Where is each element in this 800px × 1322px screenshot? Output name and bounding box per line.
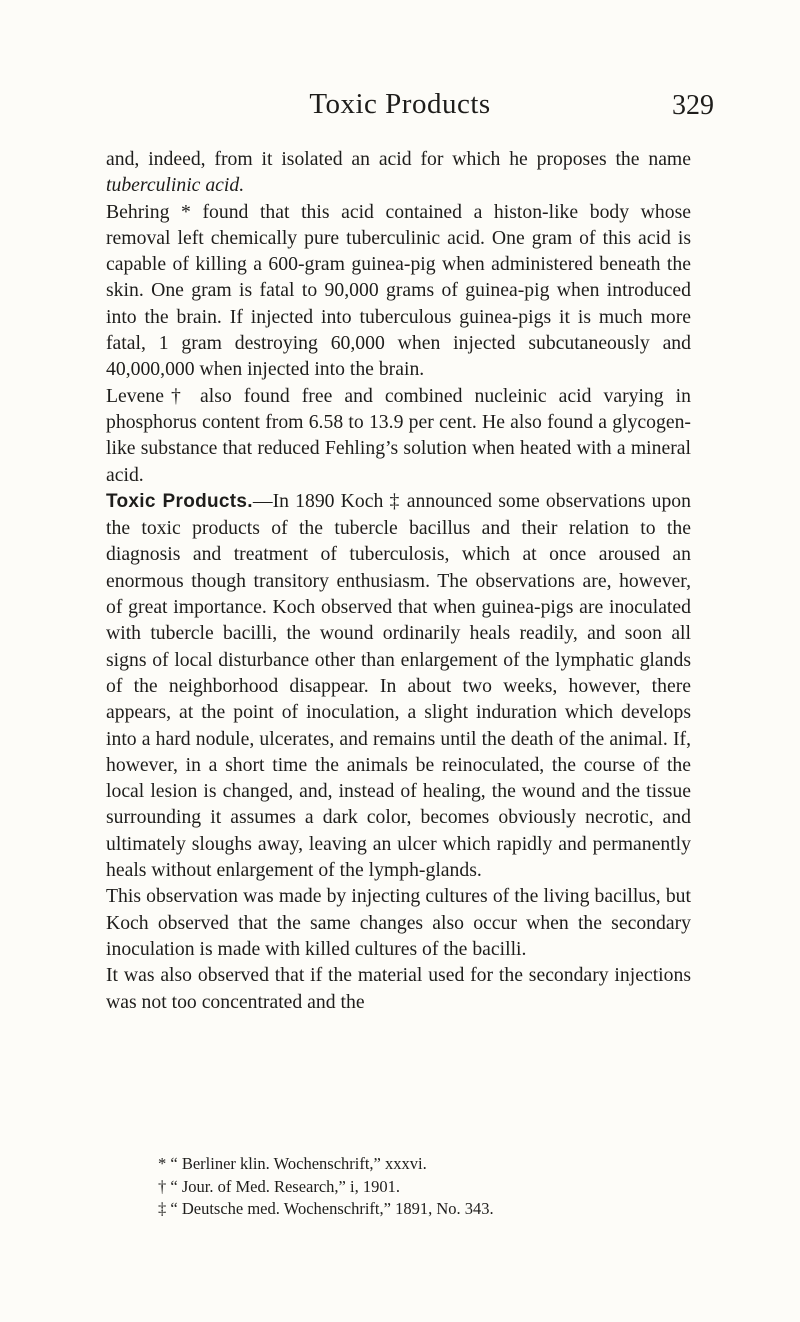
- body-text: [106, 146, 691, 1015]
- footnote: † “ Jour. of Med. Research,” i, 1901.: [158, 1176, 400, 1196]
- footnotes: [158, 1153, 698, 1221]
- paragraph-toxic-products: [106, 488, 691, 883]
- paragraph-text: —In 1890 Koch ‡ announced some observations upon the toxic products of the tubercle bacillus and their relation to the diagnosis and treatment of tuberculosis, which at once aroused an enormous though transitory enthusiasm. The observations are, however, of great importance. Koch observed that when guinea-pigs are inoculated with tubercle bacilli, the wound ordinarily heals readily, and soon all signs of local disturbance other than enlargement of the lymphatic glands of the neighborhood disappear. In about two weeks, however, there appears, at the point of inoculation, a slight induration which develops into a hard nodule, ulcerates, and remains until the death of the animal. If, however, in a short time the animals be reinoculated, the course of the local lesion is changed, and, instead of healing, the wound and the tissue surrounding it assumes a dark color, becomes obviously necrotic, and ultimately sloughs away, leaving an ulcer which rapidly and permanently heals without enlargement of the lymph-glands.: [106, 489, 691, 882]
- italic-term: tuberculinic acid.: [106, 174, 245, 197]
- running-title: Toxic Products: [309, 88, 491, 120]
- paragraph-levene: Levene† also found free and combined nucleinic acid varying in phosphorus content from 6.58 to 13.9 per cent. He also found a glycogen-like substance that reduced Fehling’s solution when heated with a mineral acid.: [106, 384, 691, 486]
- running-head: [0, 88, 800, 128]
- paragraph-behring: Behring * found that this acid contained a histon-like body whose removal left chemically pure tuberculinic acid. One gram of this acid is capable of killing a 600-gram guinea-pig when administered beneath the skin. One gram is fatal to 90,000 grams of guinea-pig when introduced into the brain. If injected into tuberculous guinea-pigs it is much more fatal, 1 gram destroying 60,000 when injected subcutaneously and 40,000,000 when injected into the brain.: [106, 200, 691, 381]
- footnote: * “ Berliner klin. Wochenschrift,” xxxvi.: [158, 1154, 427, 1173]
- section-heading: Toxic Products.: [106, 490, 253, 512]
- paragraph-tuberculinic-acid: [106, 146, 691, 199]
- paragraph-secondary-injections: It was also observed that if the material used for the secondary injections was not too concentrated and the: [106, 964, 691, 1013]
- paragraph-text: and, indeed, from it isolated an acid for which he proposes the name: [106, 148, 691, 170]
- footnote: ‡ “ Deutsche med. Wochenschrift,” 1891, No. 343.: [158, 1199, 494, 1218]
- page-number: 329: [672, 90, 714, 121]
- paragraph-observation: This observation was made by injecting cultures of the living bacillus, but Koch observed that the same changes also occur when the secondary inoculation is made with killed cultures of the bacilli.: [106, 885, 691, 960]
